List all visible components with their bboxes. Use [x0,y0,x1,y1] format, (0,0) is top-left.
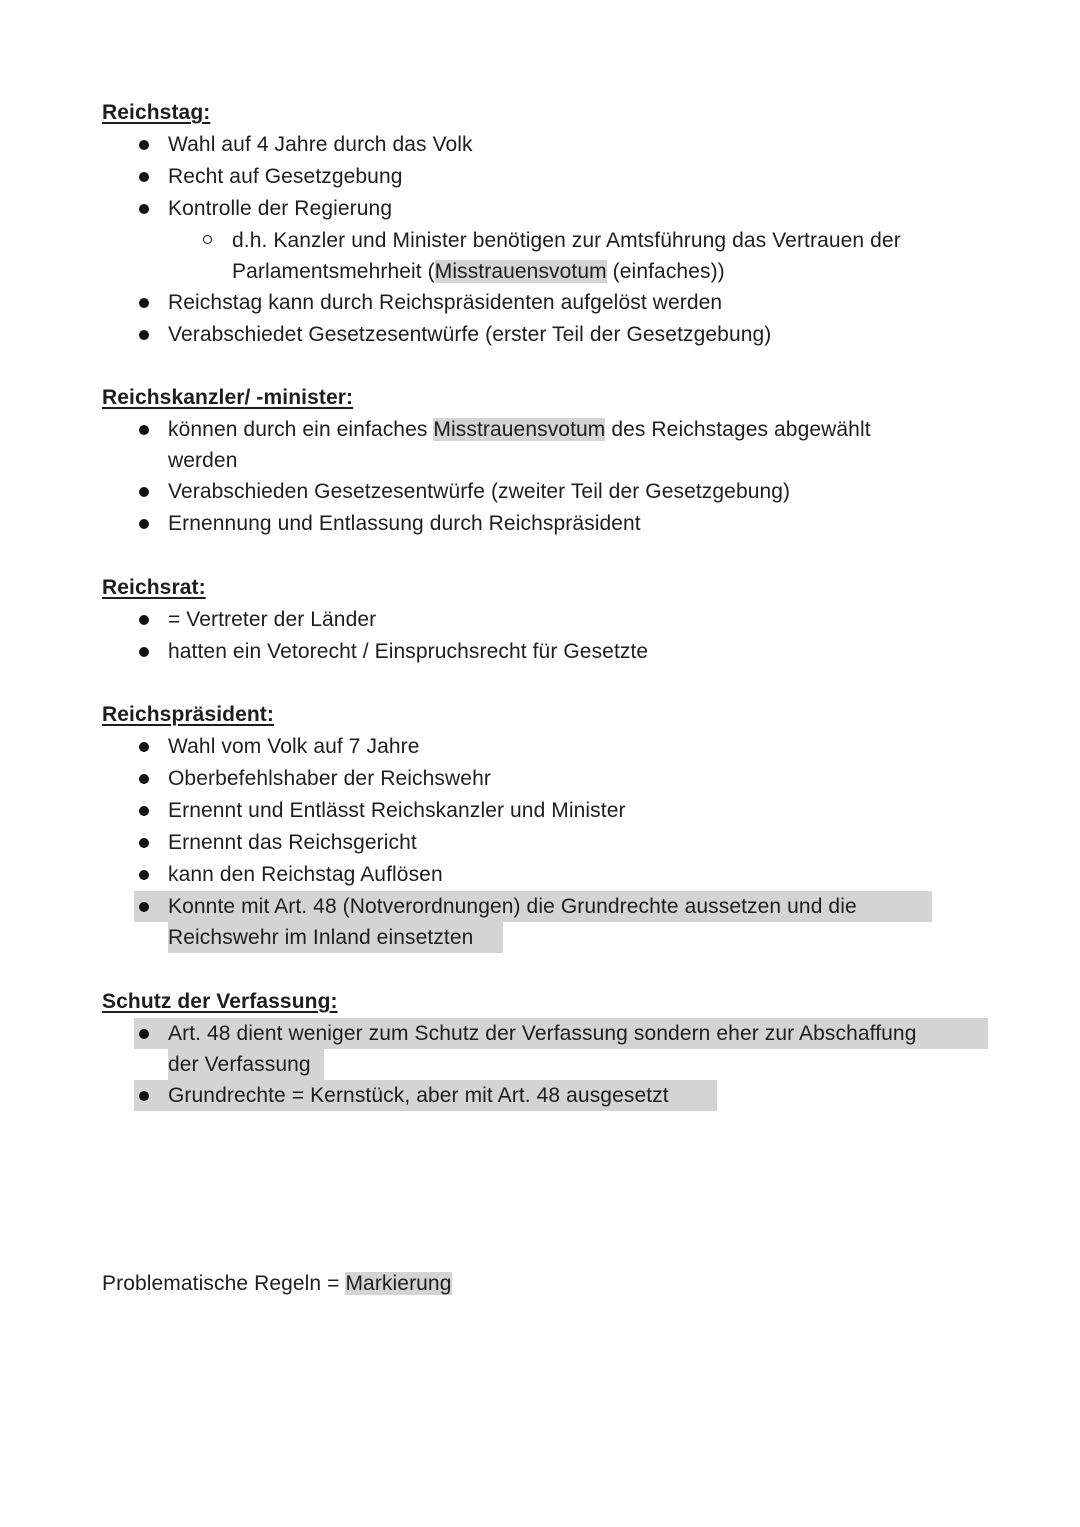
bullet-icon [139,172,149,182]
highlight-row: Art. 48 dient weniger zum Schutz der Verfassung sondern eher zur Abschaffung [134,1018,988,1049]
reichstag-list [102,129,1002,225]
sub-list-item: d.h. Kanzler und Minister benötigen zur Amtsführung das Vertrauen der Parlamentsmehrheit (Misstrauensvotum (einfaches)) [102,225,1002,287]
list-item: Reichstag kann durch Reichspräsidenten aufgelöst werden [102,287,1002,319]
section-reichstag [102,97,1002,351]
section-reichskanzler [102,382,1002,540]
bullet-icon [139,774,149,784]
highlight-row: Konnte mit Art. 48 (Notverordnungen) die Grundrechte aussetzen und die [134,891,932,922]
bullet-icon [139,330,149,340]
reichskanzler-list [102,414,1002,540]
list-item: können durch ein einfaches Misstrauensvotum des Reichstages abgewählt werden [102,414,1002,476]
reichstag-list-continued [102,287,1002,351]
bullet-icon [139,647,149,657]
bullet-icon [139,425,149,435]
highlight-row: Reichswehr im Inland einsetzten [168,922,503,953]
legend [102,1268,452,1299]
list-item: Wahl vom Volk auf 7 Jahre [102,731,1002,763]
reichstag-sublist [102,225,1002,287]
heading-reichsrat: Reichsrat: [102,576,206,599]
list-item-highlighted [102,891,1002,953]
heading-reichstag: Reichstag: [102,101,211,124]
bullet-icon [139,519,149,529]
bullet-icon [139,742,149,752]
section-reichsrat [102,572,1002,668]
list-item-highlighted [102,1080,1022,1112]
highlight-row: Grundrechte = Kernstück, aber mit Art. 48 ausgesetzt [134,1080,717,1111]
bullet-icon [139,615,149,625]
list-item: Ernennung und Entlassung durch Reichspräsident [102,508,1002,540]
highlight-misstrauensvotum: Misstrauensvotum [433,418,606,441]
bullet-icon [139,298,149,308]
list-item: Oberbefehlshaber der Reichswehr [102,763,1002,795]
legend-label: Problematische Regeln = [102,1272,346,1295]
list-item: hatten ein Vetorecht / Einspruchsrecht für Gesetzte [102,636,1002,668]
list-item: Recht auf Gesetzgebung [102,161,1002,193]
list-item: Wahl auf 4 Jahre durch das Volk [102,129,1002,161]
reichsrat-list [102,604,1002,668]
list-item: Verabschieden Gesetzesentwürfe (zweiter Teil der Gesetzgebung) [102,476,1002,508]
list-item: kann den Reichstag Auflösen [102,859,1002,891]
legend-marker: Markierung [345,1272,452,1295]
bullet-icon [139,806,149,816]
heading-reichspraesident: Reichspräsident: [102,703,274,726]
bullet-icon [139,204,149,214]
list-item: Kontrolle der Regierung [102,193,1002,225]
bullet-icon [139,902,149,912]
list-item: = Vertreter der Länder [102,604,1002,636]
hollow-bullet-icon [203,235,212,244]
list-item-highlighted [102,1018,1022,1080]
bullet-icon [139,870,149,880]
section-reichspraesident [102,699,1002,953]
bullet-icon [139,1029,149,1039]
heading-reichskanzler: Reichskanzler/ -minister: [102,386,354,409]
bullet-icon [139,487,149,497]
section-schutz [102,986,1022,1112]
bullet-icon [139,1091,149,1101]
reichspraesident-list [102,731,1002,953]
highlight-row: der Verfassung [168,1049,324,1080]
bullet-icon [139,140,149,150]
list-item: Ernennt und Entlässt Reichskanzler und Minister [102,795,1002,827]
list-item: Ernennt das Reichsgericht [102,827,1002,859]
highlight-misstrauensvotum: Misstrauensvotum [434,260,607,283]
bullet-icon [139,838,149,848]
heading-schutz: Schutz der Verfassung: [102,990,338,1013]
list-item: Verabschiedet Gesetzesentwürfe (erster Teil der Gesetzgebung) [102,319,1002,351]
schutz-list [102,1018,1022,1112]
